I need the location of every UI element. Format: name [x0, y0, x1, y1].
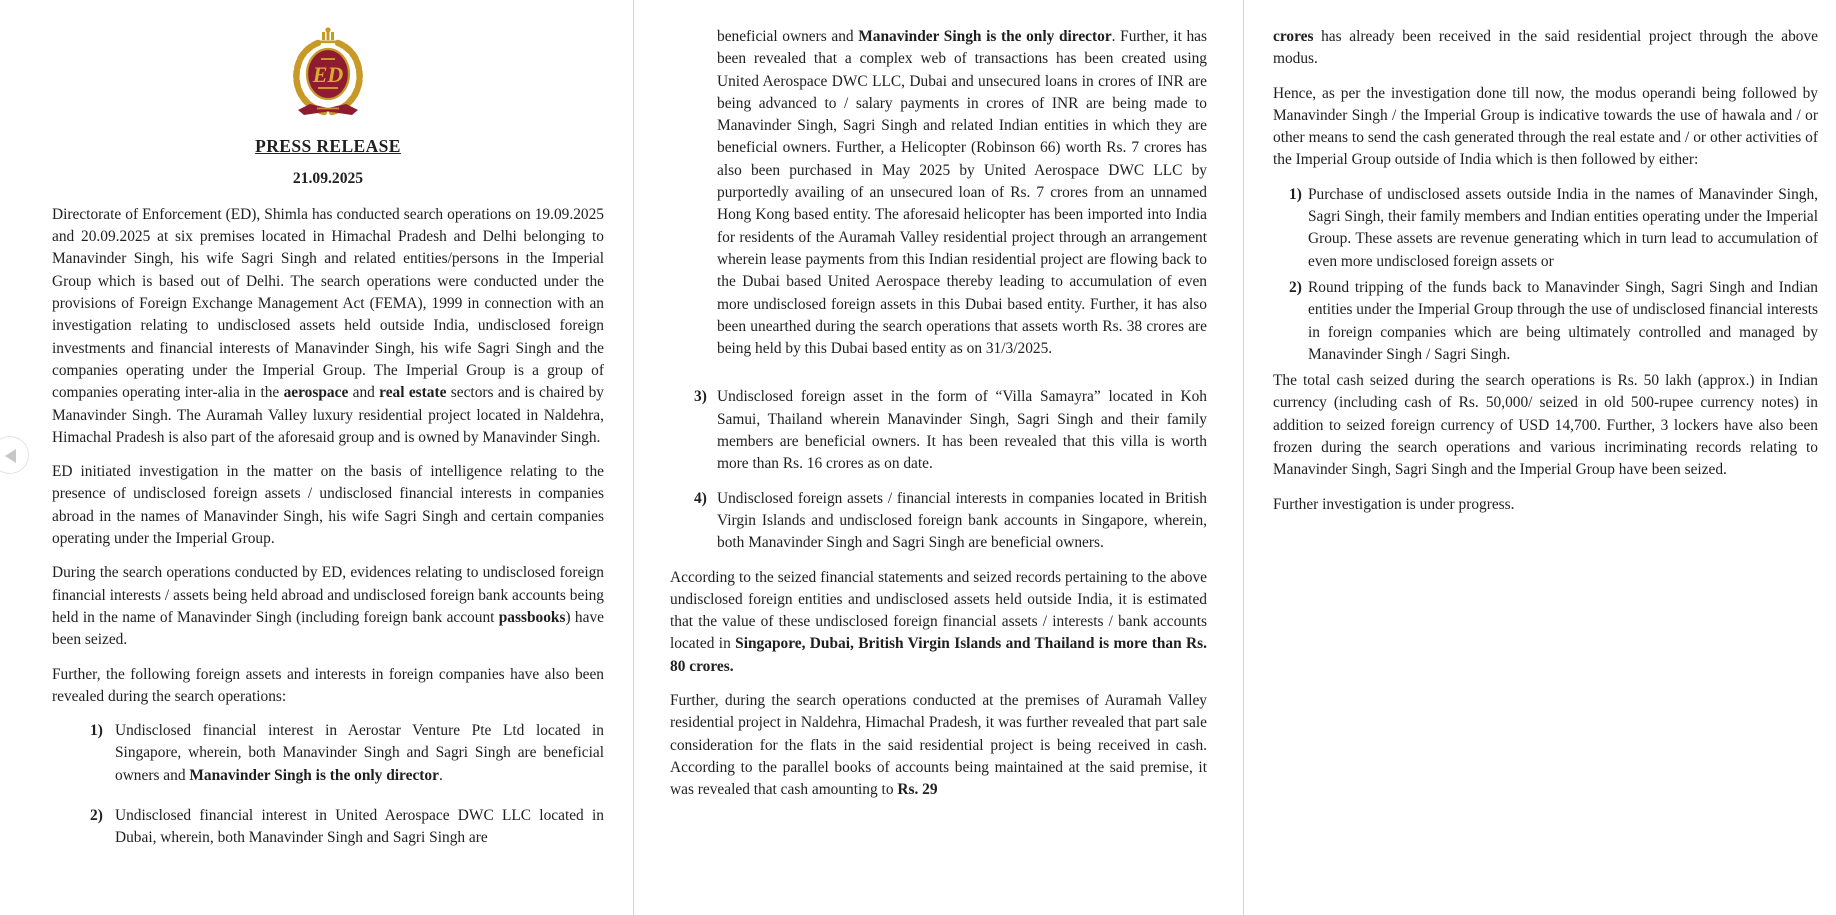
text-segment: Undisclosed foreign asset in the form of “Villa Samayra” located in Koh Samui, Thailand wherein Manavinder Singh, Sagri Singh and their family members are beneficial owners. It has been revealed that this villa is worth more than Rs. 16 crores as on date. — [717, 388, 1207, 473]
text-segment: Further investigation is under progress. — [1273, 495, 1515, 513]
text-segment: Purchase of undisclosed assets outside India in the names of Manavinder Singh, Sagri Singh, their family members and Indian entities operating under the Imperial Group. These assets are revenue generating which in turn lead to accumulation of even more undisclosed foreign assets or — [1308, 185, 1818, 270]
bold-text-segment: aerospace — [283, 384, 349, 402]
seal-top-script — [321, 58, 335, 60]
text-segment: sectors and is chaired by Manavinder Singh. The Auramah Valley luxury residential project located in Naldehra, Himachal Pradesh is also part of the aforesaid group and is owned by Manavinder Singh. — [52, 384, 604, 446]
enforcement-directorate-emblem — [284, 26, 372, 118]
bold-text-segment: crores — [1273, 28, 1314, 45]
seal-bottom-script — [318, 87, 338, 89]
bold-text-segment: Singapore, Dubai, British Virgin Islands and Thailand is more than Rs. 80 crores. — [670, 635, 1207, 675]
page-divider — [1243, 0, 1244, 915]
text-segment: ED initiated investigation in the matter on the basis of intelligence relating to the presence of undisclosed foreign assets / undisclosed financial interests in companies abroad in the names of Manavinder Singh, his wife Sagri Singh and certain companies operating under the Imperial Group. — [52, 463, 604, 548]
page-divider — [633, 0, 634, 915]
list-number: 3) — [694, 388, 707, 406]
list-item — [670, 386, 1207, 475]
text-segment: . — [438, 766, 443, 784]
paragraph — [1273, 494, 1818, 516]
ribbon-banner — [298, 104, 358, 115]
text-segment: According to the seized financial statements and seized records pertaining to the above undisclosed foreign entities and undisclosed assets held outside India, it is estimated that the value of these undisclosed foreign financial assets / interests / bank accounts located in — [670, 568, 1207, 653]
text-segment: During the search operations conducted by ED, evidences relating to undisclosed foreign financial interests / assets being held abroad and undisclosed foreign bank accounts being held in the name of Manavinder Singh (including foreign bank account — [52, 564, 604, 626]
text-segment: Further, the following foreign assets and interests in foreign companies have also been revealed during the search operations: — [52, 665, 604, 705]
text-segment: Undisclosed foreign assets / financial interests in companies located in British Virgin Islands and undisclosed foreign bank accounts in Singapore, wherein, both Manavinder Singh and Sagri Singh are beneficial owners. — [717, 489, 1207, 552]
document-header — [52, 26, 604, 125]
bold-text-segment: real estate — [379, 384, 447, 402]
text-segment: Undisclosed financial interest in Aerostar Venture Pte Ltd located in Singapore, wherein, both Manavinder Singh and Sagri Singh are beneficial owners and — [115, 722, 604, 784]
press-release-date: 21.09.2025 — [292, 169, 364, 187]
column-2-content — [670, 26, 1207, 802]
text-segment: Undisclosed financial interest in United Aerospace DWC LLC located in Dubai, wherein, both Manavinder Singh and Sagri Singh are — [115, 807, 604, 847]
paragraph — [52, 664, 604, 709]
list-number: 1) — [90, 722, 103, 740]
document-column-3 — [1273, 26, 1818, 528]
paragraph — [670, 690, 1207, 801]
text-segment: The total cash seized during the search operations is Rs. 50 lakh (approx.) in Indian currency (including cash of Rs. 50,000/ seized in old 500-rupee currency notes) in addition to seized foreign currency of USD 14,700. Further, 3 lockers have also been frozen during the search operations and various incriminating records relating to Manavinder Singh, Sagri Singh and the Imperial Group have been seized. — [1273, 372, 1818, 479]
text-segment: Directorate of Enforcement (ED), Shimla has conducted search operations on 19.09.2025 and 20.09.2025 at six premises located in Himachal Pradesh and Delhi belonging to Manavinder Singh, his wife Sagri Singh and related entities/persons in the Imperial Group which is based out of Delhi. The search operations were conducted under the provisions of Foreign Exchange Management Act (FEMA), 1999 in connection with an investigation relating to undisclosed assets held outside India, undisclosed foreign investments and financial interests of Manavinder Singh, his wife Sagri Singh and the companies operating under the Imperial Group. The Imperial Group is a group of companies operating inter-alia in the — [52, 205, 604, 402]
list-item — [52, 720, 604, 787]
press-release-title: PRESS RELEASE — [255, 136, 401, 157]
paragraph — [1273, 83, 1818, 172]
text-segment: Further, during the search operations conducted at the premises of Auramah Valley residential project in Naldehra, Himachal Pradesh, it was further revealed that part sale consideration for the flats in the said residential project is being received in cash. According to the parallel books of accounts being maintained at the said premise, it was revealed that cash amounting to — [670, 692, 1207, 799]
paragraph — [52, 562, 604, 651]
list-number: 2) — [90, 807, 103, 825]
column-1-content — [52, 204, 604, 850]
list-number: 2) — [1289, 278, 1302, 296]
list-item — [1273, 184, 1818, 273]
document-column-2 — [670, 26, 1207, 814]
paragraph — [1273, 26, 1818, 71]
ashoka-capital-icon — [320, 27, 337, 43]
chevron-left-icon — [5, 449, 16, 463]
document-column-1 — [52, 26, 604, 868]
paragraph — [52, 461, 604, 550]
previous-page-button[interactable] — [0, 436, 29, 474]
text-segment: has already been received in the said residential project through the above modus. — [1273, 28, 1818, 68]
paragraph — [670, 26, 1207, 360]
bold-text-segment: passbooks — [498, 608, 566, 626]
list-number: 4) — [694, 489, 707, 507]
bold-text-segment: Manavinder Singh is the only director — [858, 28, 1112, 45]
bold-text-segment: Rs. 29 — [897, 781, 938, 799]
text-segment: Round tripping of the funds back to Manavinder Singh, Sagri Singh and Indian entities under the Imperial Group through the use of undisclosed financial interests in foreign companies which are being ultimately controlled and managed by Manavinder Singh / Sagri Singh. — [1308, 278, 1818, 363]
list-item — [1273, 277, 1818, 366]
list-item — [52, 805, 604, 850]
text-segment: . Further, it has been revealed that a complex web of transactions has been created using United Aerospace DWC LLC, Dubai and unsecured loans in crores of INR are being advanced to / salary payments in crores of INR are being made to Manavinder Singh, Sagri Singh and related Indian entities in which they are beneficial owners. Further, a Helicopter (Robinson 66) worth Rs. 7 crores has also been purchased in May 2025 by United Aerospace DWC LLC by purportedly availing of an unsecured loan of Rs. 7 crores from an unnamed Hong Kong based entity. The aforesaid helicopter has been imported into India for residents of the Auramah Valley residential project through an arrangement wherein lease payments from this Indian residential project are flowing back to the Dubai based United Aerospace thereby leading to accumulation of even more undisclosed foreign assets in this Dubai based entity. Further, it has also been unearthed during the search operations that assets worth Rs. 38 crores are being held by this Dubai based entity as on 31/3/2025. — [717, 28, 1207, 358]
column-3-content — [1273, 26, 1818, 516]
paragraph — [1273, 370, 1818, 481]
text-segment: ) have been seized. — [52, 608, 604, 649]
text-segment: and — [348, 384, 380, 402]
ribbon-script — [317, 108, 339, 110]
list-item — [670, 488, 1207, 555]
list-number: 1) — [1289, 185, 1302, 203]
paragraph — [52, 204, 604, 449]
bold-text-segment: Manavinder Singh is the only director — [189, 766, 439, 784]
text-segment: Hence, as per the investigation done till now, the modus operandi being followed by Manavinder Singh / the Imperial Group is indicative towards the use of hawala and / or other means to send the cash generated through the real estate and / or other activities of the Imperial Group outside of India which is then followed by either: — [1273, 84, 1818, 169]
text-segment: beneficial owners and — [717, 28, 859, 45]
paragraph — [670, 567, 1207, 678]
ed-monogram: ED — [312, 62, 344, 87]
